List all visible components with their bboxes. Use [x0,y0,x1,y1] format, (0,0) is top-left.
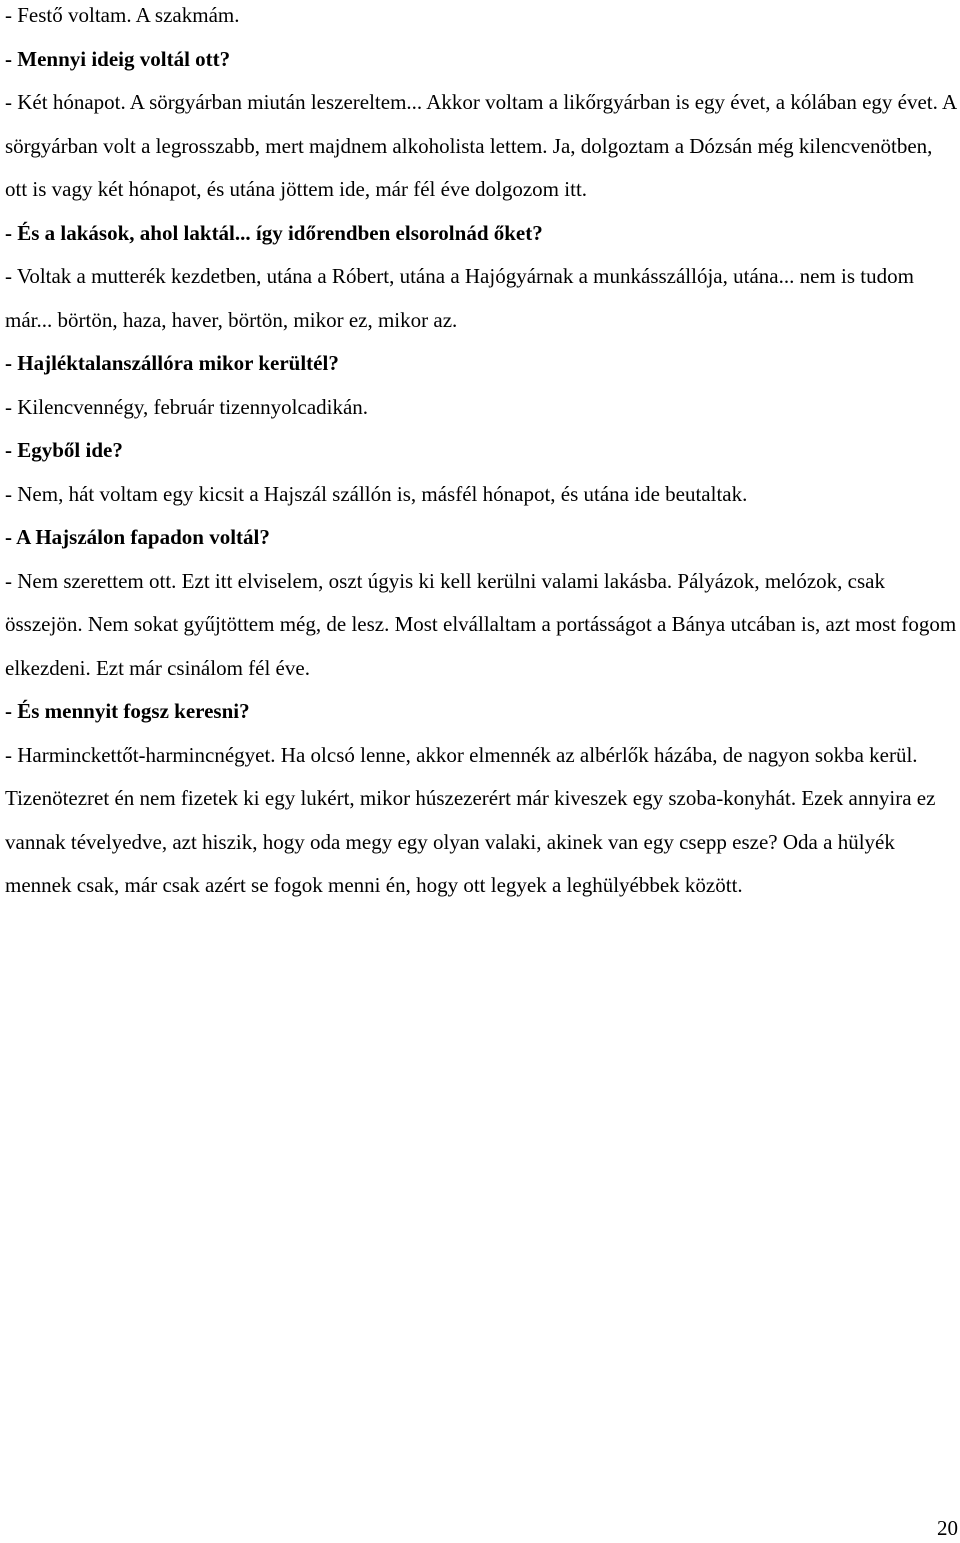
answer-paragraph: - Voltak a mutterék kezdetben, utána a Róbert, utána a Hajógyárnak a munkásszállója, utána... nem is tudom már... börtön, haza, haver, börtön, mikor ez, mikor az. [5,264,914,332]
answer-paragraph: - Harminckettőt-harmincnégyet. Ha olcsó lenne, akkor elmennék az albérlők házába, de nagyon sokba kerül. Tizenötezret én nem fizetek ki egy lukért, mikor húszezerért már kiveszek egy szoba-konyhát. Ezek annyira ez vannak tévelyedve, azt hiszik, hogy oda megy egy olyan valaki, akinek van egy csepp esze? Oda a hülyék mennek csak, már csak azért se fogok menni én, hogy ott legyek a leghülyébbek között. [5,742,936,897]
question-paragraph: - Hajléktalanszállóra mikor kerültél? [5,351,339,375]
question-paragraph: - A Hajszálon fapadon voltál? [5,525,270,549]
answer-paragraph: - Festő voltam. A szakmám. [5,3,240,27]
question-paragraph: - Mennyi ideig voltál ott? [5,46,231,71]
answer-paragraph: - Nem, hát voltam egy kicsit a Hajszál szállón is, másfél hónapot, és utána ide beutaltak. [5,481,748,506]
document-page [5,0,957,908]
answer-paragraph: - Kilencvennégy, február tizennyolcadikán. [5,394,369,419]
question-paragraph: - Egyből ide? [5,438,123,462]
answer-paragraph: - Nem szerettem ott. Ezt itt elviselem, oszt úgyis ki kell kerülni valami lakásba. Pályázok, melózok, csak összejön. Nem sokat gyűjtöttem még, de lesz. Most elvállaltam a portásságot a Bánya utcában is, azt most fogom elkezdeni. Ezt már csinálom fél éve. [5,568,957,680]
page-number: 20 [937,1516,958,1540]
question-paragraph: - És mennyit fogsz keresni? [5,699,250,723]
answer-paragraph: - Két hónapot. A sörgyárban miután leszereltem... Akkor voltam a likőrgyárban is egy évet, a kólában egy évet. A sörgyárban volt a legrosszabb, mert majdnem alkoholista lettem. Ja, dolgoztam a Dózsán még kilencvenötben, ott is vagy két hónapot, és utána jöttem ide, már fél éve dolgozom itt. [5,90,956,201]
question-paragraph: - És a lakások, ahol laktál... így időrendben elsorolnád őket? [5,220,543,245]
